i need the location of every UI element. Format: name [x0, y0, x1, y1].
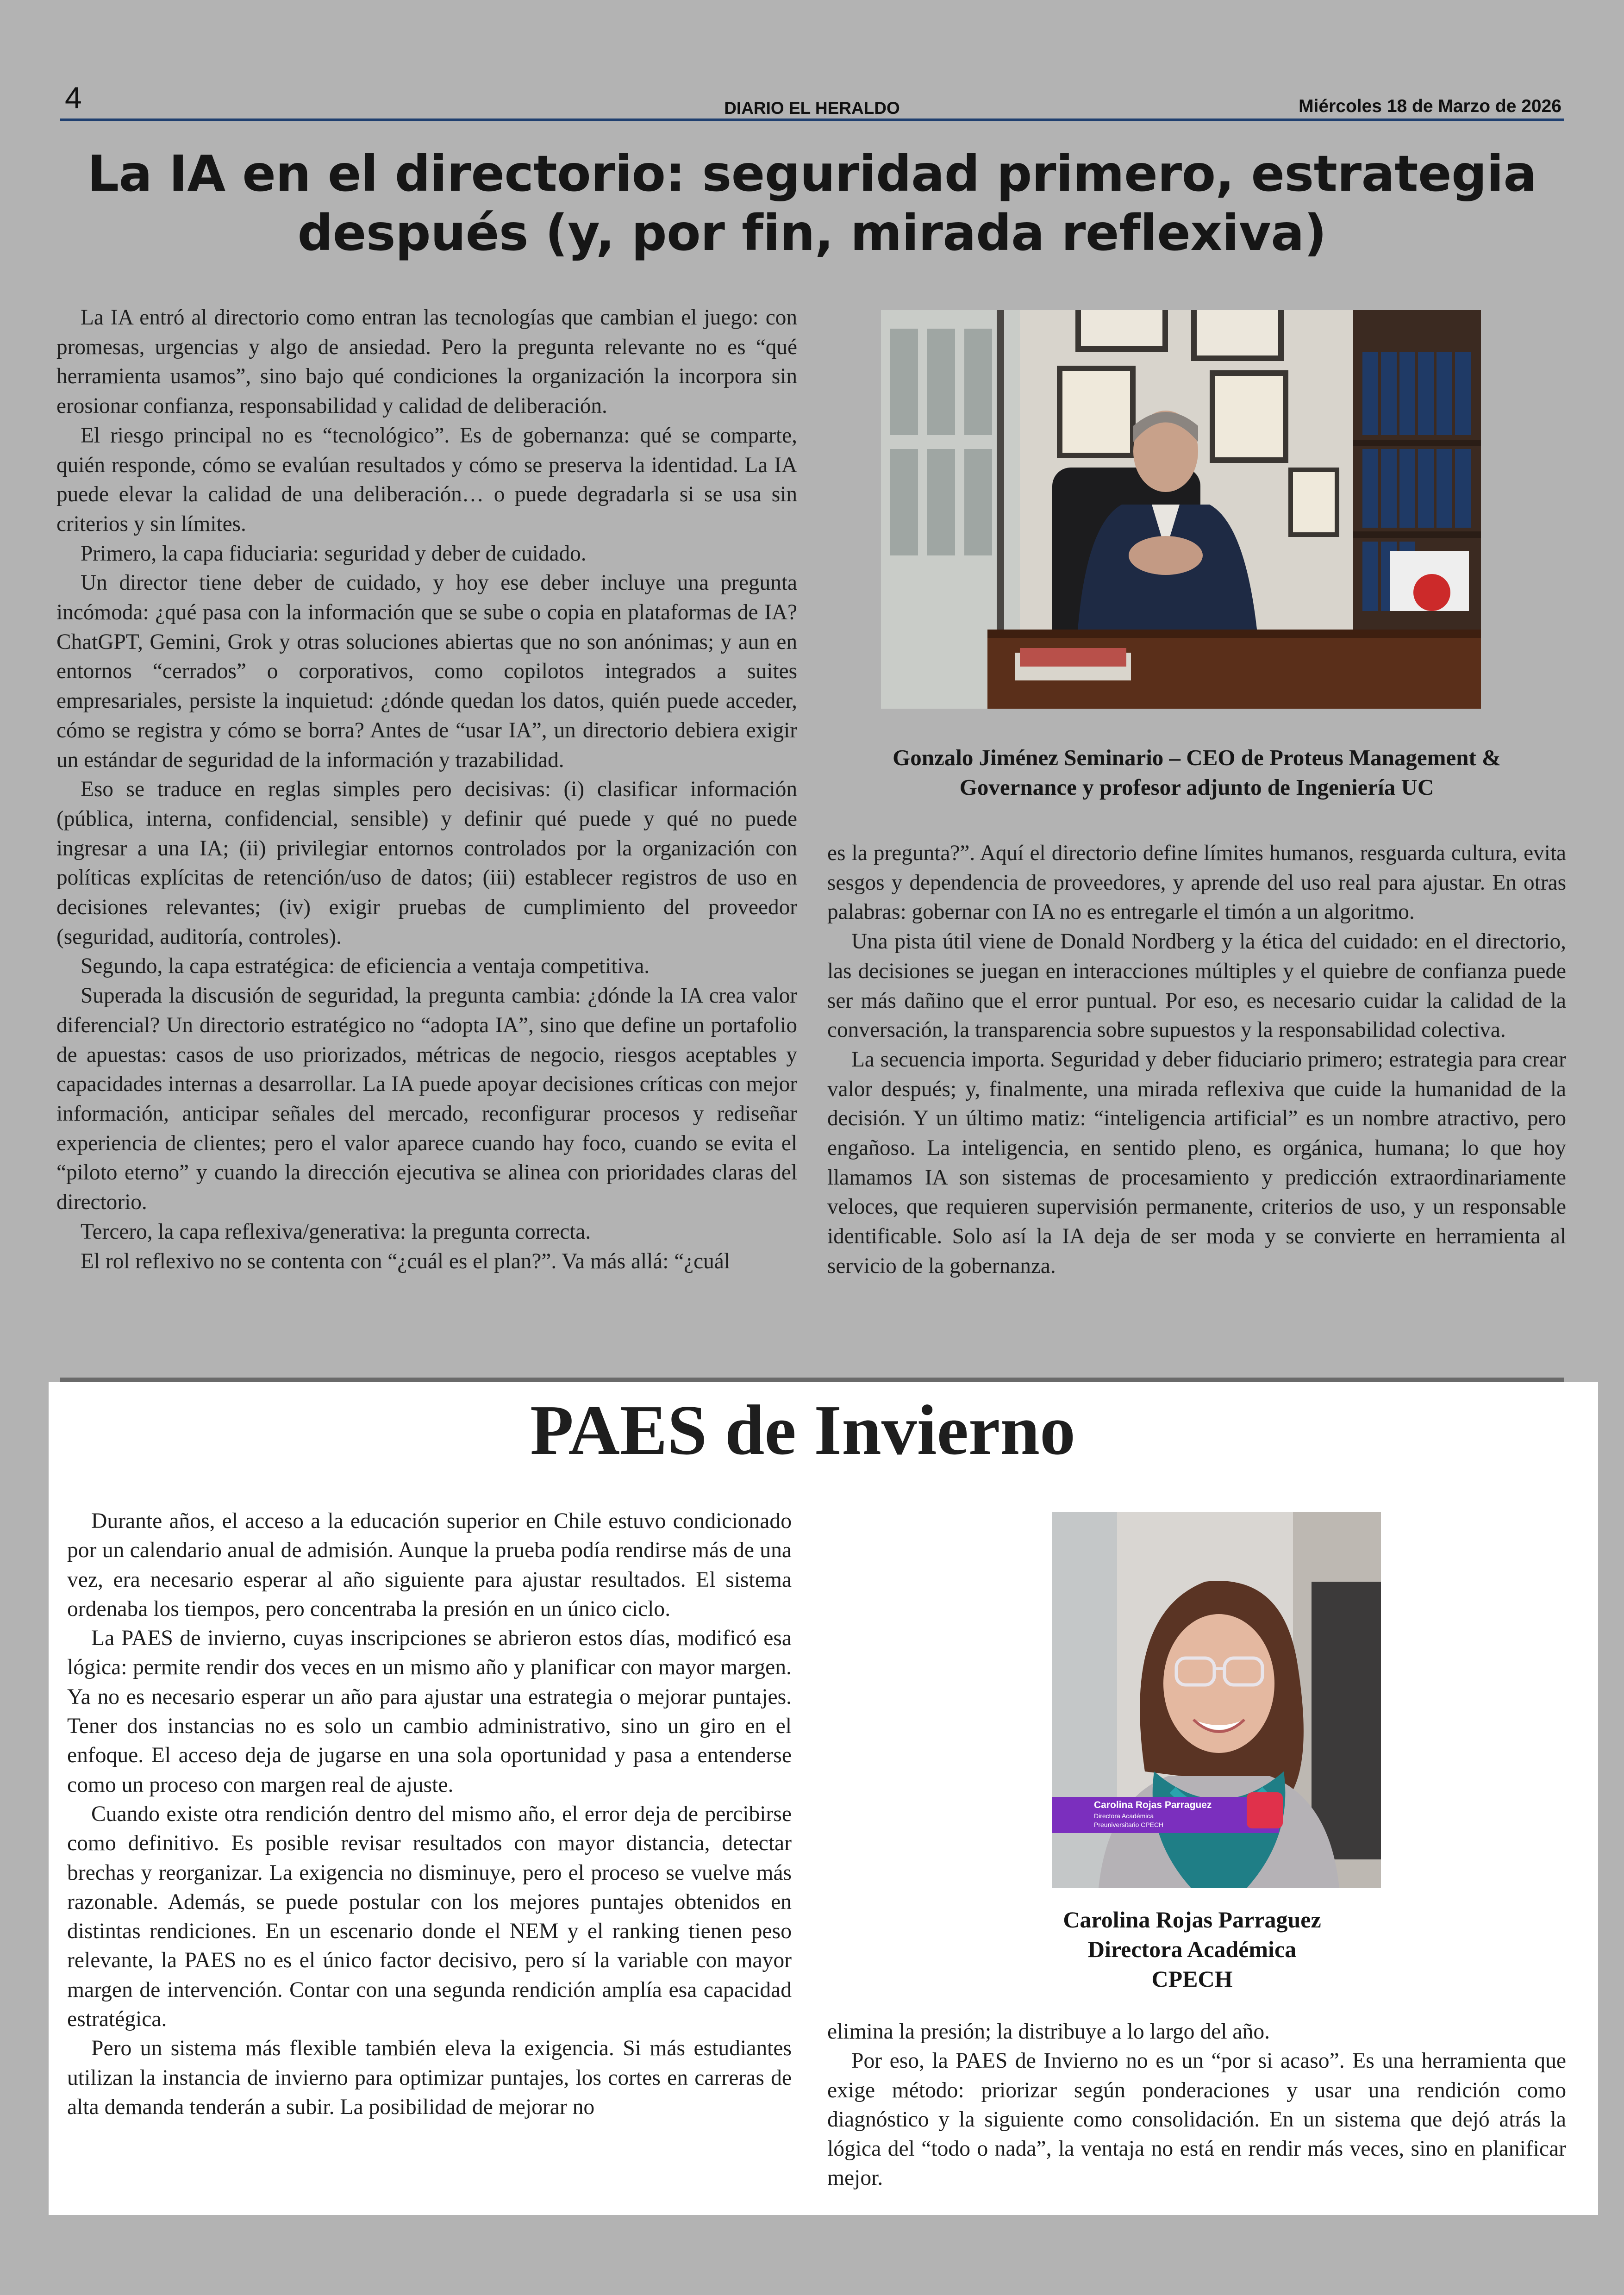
article2-column-left	[67, 1507, 792, 2122]
article1-photo-caption	[827, 743, 1566, 802]
page-number: 4	[65, 81, 82, 115]
caption-org: CPECH	[1151, 1966, 1233, 1992]
caption-role: Directora Académica	[1087, 1936, 1297, 1962]
article1-photo	[881, 310, 1481, 709]
paragraph: Eso se traduce en reglas simples pero decisivas: (i) clasificar información (pública, interna, confidencial, sensible) y definir qué puede y qué no puede ingresar a una IA; (ii) privilegiar entornos controlados por la organización con políticas explícitas de retención/uso de datos; (iii) establecer registros de uso en decisiones relevantes; (iv) exigir pruebas de cumplimiento del proveedor (seguridad, auditoría, controles).	[56, 777, 797, 949]
office-portrait-illustration	[881, 310, 1481, 709]
paragraph: Una pista útil viene de Donald Nordberg y la ética del cuidado: en el directorio, las decisiones se juegan en interacciones múltiples y el quiebre de confianza puede ser más dañino que el error puntual. Por eso, es necesario cuidar la calidad de la conversación, la transparencia sobre supuestos y la responsabilidad colectiva.	[827, 929, 1566, 1042]
photo-name-tag	[1052, 1797, 1279, 1833]
issue-date: Miércoles 18 de Marzo de 2026	[1299, 96, 1562, 116]
paragraph: Primero, la capa fiduciaria: seguridad y deber de cuidado.	[81, 541, 587, 566]
article2-photo-caption	[880, 1905, 1505, 1994]
paragraph: El riesgo principal no es “tecnológico”. Es de gobernanza: qué se comparte, quién responde, cómo se evalúan resultados y cómo se preserva la identidad. La IA puede elevar la calidad de una deliberación… o puede degradarla si se usa sin criterios y sin límites.	[56, 423, 797, 536]
paragraph: La IA entró al directorio como entran las tecnologías que cambian el juego: con promesas, urgencias y algo de ansiedad. Pero la pregunta relevante no es “qué herramienta usamos”, sino bajo qué condiciones la organización la incorpora sin erosionar confianza, responsabilidad y calidad de deliberación.	[56, 306, 797, 418]
paragraph: Por eso, la PAES de Invierno no es un “por si acaso”. Es una herramienta que exige método: priorizar según ponderaciones y usar una rendición como diagnóstico y la siguiente como consolidación. En un sistema que dejó atrás la lógica del “todo o nada”, la ventaja no está en rendir más veces, sino en planificar mejor.	[827, 2049, 1566, 2190]
photo-tag-name: Carolina Rojas Parraguez	[1094, 1800, 1212, 1810]
article2-column-right	[827, 2017, 1566, 2193]
photo-tag-org: Preuniversitario CPECH	[1094, 1821, 1164, 1828]
article1-headline-line2: después (y, por fin, mirada reflexiva)	[297, 205, 1327, 262]
article1-column-right	[827, 839, 1566, 1281]
paragraph: es la pregunta?”. Aquí el directorio define límites humanos, resguarda cultura, evita sesgos y dependencia de proveedores, y aprende del uso real para ajustar. En otras palabras: gobernar con IA no es entregarle el timón a un algoritmo.	[827, 841, 1566, 924]
caption-line: Gonzalo Jiménez Seminario – CEO de Proteus Management &	[893, 745, 1501, 770]
paragraph: La PAES de invierno, cuyas inscripciones se abrieron estos días, modificó esa lógica: permite rendir dos veces en un mismo año y planificar con mayor margen. Ya no es necesario esperar un año para ajustar una estrategia o mejorar puntajes. Tener dos instancias no es solo un cambio administrativo, sino un giro en el enfoque. El acceso deja de jugarse en una sola oportunidad y pasa a entenderse como un proceso con margen real de ajuste.	[67, 1626, 792, 1797]
paragraph: Pero un sistema más flexible también eleva la exigencia. Si más estudiantes utilizan la instancia de invierno para optimizar puntajes, los cortes en carreras de alta demanda tenderán a subir. La posibilidad de mejorar no	[67, 2036, 792, 2119]
header-rule	[60, 118, 1564, 121]
article1-headline	[60, 144, 1564, 263]
article2-photo	[1052, 1512, 1381, 1888]
paragraph: Superada la discusión de seguridad, la pregunta cambia: ¿dónde la IA crea valor diferencial? Un directorio estratégico no “adopta IA”, sino que define un portafolio de apuestas: casos de uso priorizados, métricas de negocio, riesgos aceptables y capacidades internas a desarrollar. La IA puede apoyar decisiones críticas con mejor información, anticipar señales del mercado, reconfigurar procesos y rediseñar experiencia de clientes; pero el valor aparece cuando hay foco, cuando se evita el “piloto eterno” y cuando la dirección ejecutiva se alinea con prioridades claras del directorio.	[56, 984, 797, 1215]
paragraph: Tercero, la capa reflexiva/generativa: la pregunta correcta.	[81, 1219, 591, 1244]
paragraph: elimina la presión; la distribuye a lo largo del año.	[827, 2020, 1270, 2044]
article1-headline-line1: La IA en el directorio: seguridad primero, estrategia	[87, 145, 1537, 203]
paragraph: Un director tiene deber de cuidado, y hoy ese deber incluye una pregunta incómoda: ¿qué pasa con la información que se sube o copia en plataformas de IA? ChatGPT, Gemini, Grok y otras soluciones abiertas que no son anónimas; y aun en entornos “cerrados” o corporativos, como copilotos integrados a suites empresariales, persiste la inquietud: ¿dónde quedan los datos, quién puede acceder, cómo se registra y cómo se borra? Antes de “usar IA”, un directorio debiera exigir un estándar de seguridad de la información y trazabilidad.	[56, 571, 797, 772]
paragraph: La secuencia importa. Seguridad y deber fiduciario primero; estrategia para crear valor después; y, finalmente, una mirada reflexiva que cuide la humanidad de la decisión. Y un último matiz: “inteligencia artificial” es un nombre atractivo, pero engañoso. La inteligencia, en sentido pleno, es orgánica, humana; lo que hoy llamamos IA son sistemas de procesamiento y predicción extraordinariamente veloces, que requieren supervisión permanente, criterios de uso, y un responsable identificable. Solo así la IA deja de ser moda y se convierte en herramienta al servicio de la gobernanza.	[827, 1047, 1566, 1278]
article1-column-left	[56, 303, 797, 1276]
cpech-logo-icon	[1247, 1792, 1283, 1828]
article2-headline: PAES de Invierno	[530, 1391, 1075, 1470]
caption-name: Carolina Rojas Parraguez	[1063, 1907, 1321, 1933]
paragraph: Durante años, el acceso a la educación superior en Chile estuvo condicionado por un calendario anual de admisión. Aunque la prueba podía rendirse más de una vez, era necesario esperar al año siguiente para ajustar resultados. El sistema ordenaba los tiempos, pero concentraba la presión en un único ciclo.	[67, 1509, 792, 1621]
paragraph: Segundo, la capa estratégica: de eficiencia a ventaja competitiva.	[81, 954, 650, 979]
section-divider	[60, 1378, 1564, 1382]
newspaper-name: DIARIO EL HERALDO	[724, 99, 900, 118]
paragraph: Cuando existe otra rendición dentro del mismo año, el error deja de percibirse como definitivo. Es posible revisar resultados con mayor distancia, detectar brechas y reorganizar. La exigencia no disminuye, pero el proceso se vuelve más razonable. Además, se puede postular con los mejores puntajes obtenidos en distintas rendiciones. En un escenario donde el NEM y el ranking tienen peso relevante, la PAES no es el único factor decisivo, pero sí la variable con mayor margen de intervención. Contar con una segunda rendición amplía esa capacidad estratégica.	[67, 1802, 792, 2032]
caption-line: Governance y profesor adjunto de Ingeniería UC	[959, 774, 1434, 800]
photo-tag-role: Directora Académica	[1094, 1812, 1154, 1820]
paragraph: El rol reflexivo no se contenta con “¿cuál es el plan?”. Va más allá: “¿cuál	[81, 1249, 730, 1273]
